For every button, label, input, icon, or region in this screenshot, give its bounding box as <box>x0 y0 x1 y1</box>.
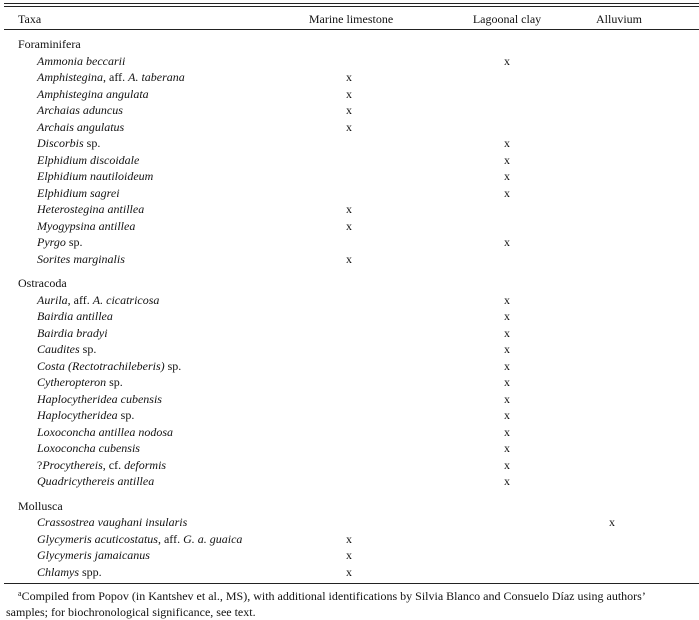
taxon-name <box>37 564 102 580</box>
lagoonal-clay-mark: x <box>504 169 510 183</box>
table-row <box>0 457 699 473</box>
marine-limestone-mark: x <box>346 548 352 562</box>
table-row <box>0 564 699 580</box>
taxon-name-part: Procythereis <box>42 457 103 472</box>
table-row <box>0 440 699 456</box>
taxon-name <box>37 135 100 151</box>
taxon-name-part: Cytheropteron <box>37 375 107 389</box>
taxon-name-part: spp. <box>79 564 102 579</box>
footnote-marker: a <box>18 589 22 598</box>
taxon-name-part: Loxoconcha cubensis <box>37 441 140 455</box>
taxon-name <box>37 234 83 250</box>
taxon-name-part: sp. <box>65 235 83 249</box>
lagoonal-clay-mark: x <box>504 441 510 455</box>
header-alluvium: Alluvium <box>595 12 642 26</box>
lagoonal-clay-mark: x <box>504 375 510 389</box>
taxon-name-part: Crassostrea vaughani insularis <box>37 515 188 529</box>
taxon-name-part: sp. <box>83 136 101 150</box>
marine-limestone-mark: x <box>346 531 352 546</box>
table-row <box>0 292 699 308</box>
taxon-name <box>37 358 181 374</box>
lagoonal-clay-mark: x <box>504 457 510 472</box>
taxon-name-part: Aurila <box>37 292 68 307</box>
taxon-name-part: A. cicatricosa <box>92 292 160 307</box>
taxon-name <box>37 119 124 135</box>
taxon-name-part: Elphidium nautiloideum <box>37 169 154 183</box>
marine-limestone-mark: x <box>346 218 352 233</box>
marine-limestone-mark: x <box>346 86 352 101</box>
table-row <box>0 308 699 324</box>
taxon-name-part: Loxoconcha antillea nodosa <box>37 424 173 439</box>
taxon-name-part: Glycymeris acuticostatus <box>37 531 158 546</box>
taxon-name-part: sp. <box>106 375 123 389</box>
table-row <box>0 514 699 530</box>
taxon-name-part: deformis <box>124 457 167 472</box>
taxon-name <box>37 391 162 407</box>
taxon-name-part: Haplocytheridea <box>37 408 118 422</box>
taxon-name-part: Caudites <box>37 342 80 356</box>
lagoonal-clay-mark: x <box>504 185 510 200</box>
table-row <box>0 325 699 341</box>
taxon-name-part: Archais angulatus <box>37 119 125 134</box>
marine-limestone-mark: x <box>346 202 352 216</box>
taxon-name-part: sp. <box>79 342 97 356</box>
taxon-name <box>37 341 96 357</box>
marine-limestone-mark: x <box>346 119 352 134</box>
table-row <box>0 69 699 85</box>
taxon-name-part: Elphidium discoidale <box>37 152 140 167</box>
footnote-line-1: Compiled from Popov (in Kantshev et al., MS), with additional identifications by Silvia Blanco and Consuelo Díaz using authors’ <box>21 589 646 603</box>
lagoonal-clay-mark: x <box>504 391 510 406</box>
taxon-name-part: Sorites marginalis <box>37 251 125 266</box>
table-row <box>0 358 699 374</box>
taxon-name <box>37 440 140 456</box>
lagoonal-clay-mark: x <box>504 152 510 167</box>
header-rule <box>4 29 699 30</box>
taxon-name <box>37 251 125 267</box>
taxon-name-part: Haplocytheridea cubensis <box>37 391 162 406</box>
table-row <box>0 218 699 234</box>
taxon-name-part: Amphistegina angulata <box>37 86 149 101</box>
section-title: Mollusca <box>18 498 63 513</box>
marine-limestone-mark: x <box>346 564 352 579</box>
table-row <box>0 374 699 390</box>
taxon-name <box>37 69 185 85</box>
table-row <box>0 119 699 135</box>
top-rule-lower <box>4 6 699 7</box>
taxon-name-part: G. a. guaica <box>183 531 243 546</box>
taxon-name <box>37 86 149 102</box>
lagoonal-clay-mark: x <box>504 136 510 150</box>
table-row <box>0 547 699 563</box>
taxon-name <box>37 168 153 184</box>
taxon-name <box>37 201 144 217</box>
table-bottom-rule <box>4 583 699 584</box>
taxon-name-part: Myogypsina antillea <box>37 218 136 233</box>
taxon-name <box>37 102 123 118</box>
table-row <box>0 473 699 489</box>
table-row <box>0 531 699 547</box>
lagoonal-clay-mark: x <box>504 424 510 439</box>
taxon-name <box>37 547 150 563</box>
taxon-name-part: Costa (Rectotrachileberis) <box>37 358 165 373</box>
lagoonal-clay-mark: x <box>504 309 510 323</box>
table-footnote <box>6 586 699 620</box>
table-row <box>0 185 699 201</box>
section-title: Ostracoda <box>18 276 67 290</box>
taxon-name-part: , aff. <box>157 531 184 546</box>
table-row <box>0 341 699 357</box>
table-row <box>0 201 699 217</box>
taxon-name <box>37 374 123 390</box>
taxon-name <box>37 514 187 530</box>
taxon-name <box>37 292 159 308</box>
table-row <box>0 53 699 69</box>
taxon-name-part: Heterostegina antillea <box>37 202 145 216</box>
taxon-name-part: sp. <box>117 408 135 422</box>
table-row <box>0 86 699 102</box>
table-body <box>0 36 699 579</box>
lagoonal-clay-mark: x <box>504 53 510 68</box>
taxon-name-part: Bairdia bradyi <box>37 325 108 340</box>
taxon-name-part: Glycymeris jamaicanus <box>37 548 150 562</box>
taxon-name-part: A. taberana <box>128 70 185 84</box>
taxon-name-part: ? <box>37 457 43 472</box>
taxon-name-part: Discorbis <box>37 136 84 150</box>
table-row <box>0 168 699 184</box>
taxon-name-part: Amphistegina <box>37 70 103 84</box>
top-rule-upper <box>4 3 699 4</box>
taxon-name <box>37 457 166 473</box>
taxon-name <box>37 473 154 489</box>
taxon-name-part: Elphidium sagrei <box>37 185 120 200</box>
lagoonal-clay-mark: x <box>504 408 510 422</box>
section-title: Foraminifera <box>18 37 81 51</box>
table-row <box>0 251 699 267</box>
table-row <box>0 234 699 250</box>
lagoonal-clay-mark: x <box>504 474 510 488</box>
taxon-name-part: sp. <box>164 358 182 373</box>
header-marine-limestone: Marine limestone <box>308 12 394 26</box>
taxon-name <box>37 185 120 201</box>
lagoonal-clay-mark: x <box>504 235 510 249</box>
taxon-name <box>37 308 113 324</box>
table-row <box>0 407 699 423</box>
table-row <box>0 152 699 168</box>
table-header <box>0 9 699 29</box>
taxon-name-part: Ammonia beccarii <box>37 53 126 68</box>
lagoonal-clay-mark: x <box>504 292 510 307</box>
marine-limestone-mark: x <box>346 70 352 84</box>
taxon-name <box>37 325 108 341</box>
taxon-name-part: Pyrgo <box>37 235 66 249</box>
table-row <box>0 391 699 407</box>
taxon-name-part: Chlamys <box>37 564 79 579</box>
lagoonal-clay-mark: x <box>504 342 510 356</box>
marine-limestone-mark: x <box>346 251 352 266</box>
table-row <box>0 102 699 118</box>
taxon-name <box>37 424 173 440</box>
taxon-name <box>37 218 135 234</box>
taxon-name <box>37 531 242 547</box>
taxon-name-part: Bairdia antillea <box>37 309 113 323</box>
taxon-name-part: , aff. <box>67 292 93 307</box>
footnote-line-2: samples; for biochronological significance, see text. <box>6 605 256 619</box>
taxon-name <box>37 53 125 69</box>
table-row <box>0 424 699 440</box>
marine-limestone-mark: x <box>346 103 352 117</box>
header-taxa: Taxa <box>18 12 42 26</box>
alluvium-mark: x <box>609 515 615 529</box>
taxon-name-part: Quadricythereis antillea <box>37 474 155 488</box>
taxon-name <box>37 152 139 168</box>
taxon-name <box>37 407 134 423</box>
table-row <box>0 135 699 151</box>
lagoonal-clay-mark: x <box>504 358 510 373</box>
header-lagoonal-clay: Lagoonal clay <box>472 12 542 26</box>
taxon-name-part: , cf. <box>102 457 125 472</box>
taxon-name-part: , aff. <box>103 70 129 84</box>
lagoonal-clay-mark: x <box>504 325 510 340</box>
taxon-name-part: Archaias aduncus <box>37 103 123 117</box>
